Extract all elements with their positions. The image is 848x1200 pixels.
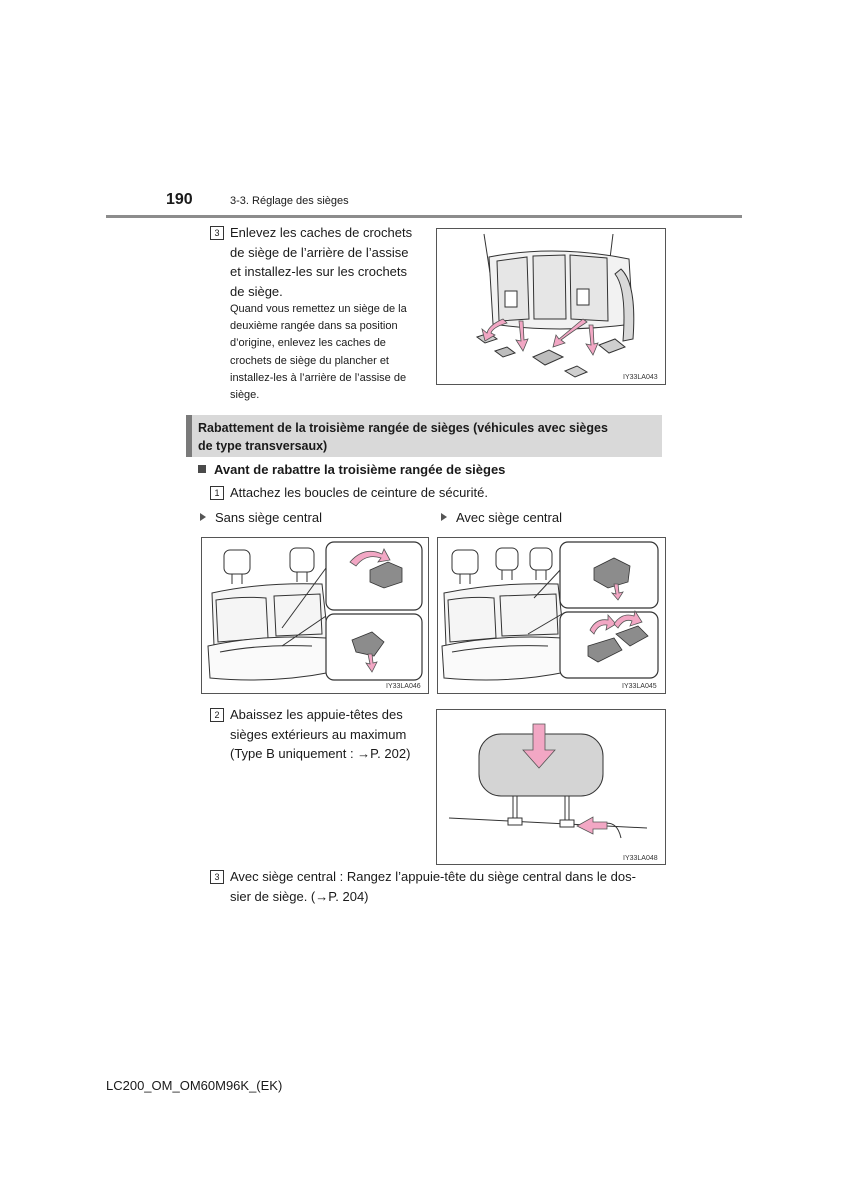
buckle-with-center-seat-illustration	[438, 538, 665, 693]
triangle-bullet-icon	[441, 513, 447, 521]
subheading-text: Avant de rabattre la troisième rangée de sièges	[214, 462, 506, 477]
figure-code-text: IY33LA046	[386, 683, 421, 690]
note-line: d’origine, enlevez les caches de	[230, 337, 386, 350]
step-1-text: Attachez les boucles de ceinture de sécurité.	[230, 485, 488, 500]
note-line: siège.	[230, 389, 260, 402]
seat-hook-covers-figure	[436, 228, 666, 385]
figure-code-text: IY33LA043	[623, 374, 658, 381]
step-number-3-bottom: 3	[210, 870, 224, 884]
header-rule	[106, 215, 742, 218]
subheading	[198, 462, 505, 477]
variant-right-label	[441, 510, 562, 525]
note-line: deuxième rangée dans sa position	[230, 320, 398, 333]
variant-left-label	[200, 510, 322, 525]
document-code-footer: LC200_OM_OM60M96K_(EK)	[106, 1078, 283, 1093]
note-line: Quand vous remettez un siège de la	[230, 303, 407, 315]
page-number: 190	[166, 191, 193, 208]
step-3-top-line: Enlevez les caches de crochets	[230, 225, 413, 240]
step-number-1: 1	[210, 486, 224, 500]
step-number-2: 2	[210, 708, 224, 722]
step-2-line: (Type B uniquement : →P. 202)	[230, 746, 411, 761]
step-3-bottom-text	[230, 867, 660, 906]
breadcrumb: 3-3. Réglage des sièges	[230, 195, 349, 207]
step-3-top-note	[230, 301, 424, 404]
without-center-seat-figure	[201, 537, 429, 694]
step-3-bottom-line: sier de siège. (→P. 204)	[230, 888, 369, 904]
section-title	[198, 419, 656, 455]
variant-right-text: Avec siège central	[456, 510, 562, 525]
note-line: crochets de siège du plancher et	[230, 354, 389, 367]
step-number-3-top: 3	[210, 226, 224, 240]
headrest-lowering-illustration	[437, 710, 665, 864]
section-banner-bar	[186, 415, 192, 457]
step-3-top-text	[230, 223, 424, 301]
headrest-figure	[436, 709, 666, 865]
step-2-line: Abaissez les appuie-têtes des	[230, 707, 403, 722]
section-title-line: Rabattement de la troisième rangée de sièges (véhicules avec sièges	[198, 421, 608, 435]
figure-code-text: IY33LA045	[622, 683, 657, 690]
variant-left-text: Sans siège central	[215, 510, 322, 525]
step-2-line: sièges extérieurs au maximum	[230, 726, 407, 742]
step-3-top-line: et installez-les sur les crochets	[230, 264, 408, 279]
section-banner	[186, 415, 662, 457]
section-title-line: de type transversaux)	[198, 439, 328, 453]
step-3-top-line: de siège de l’arrière de l’assise	[230, 244, 409, 260]
figure-code-text: IY33LA048	[623, 855, 658, 862]
with-center-seat-figure	[437, 537, 666, 694]
step-3-top-line: de siège.	[230, 283, 283, 299]
buckle-without-center-seat-illustration	[202, 538, 428, 693]
note-line: installez-les à l’arrière de l’assise de	[230, 371, 407, 384]
square-bullet-icon	[198, 465, 206, 473]
triangle-bullet-icon	[200, 513, 206, 521]
step-2-text	[230, 705, 424, 764]
step-3-bottom-line: Avec siège central : Rangez l’appuie-tête du siège central dans le dos-	[230, 869, 636, 884]
seat-hook-covers-illustration	[437, 229, 665, 384]
